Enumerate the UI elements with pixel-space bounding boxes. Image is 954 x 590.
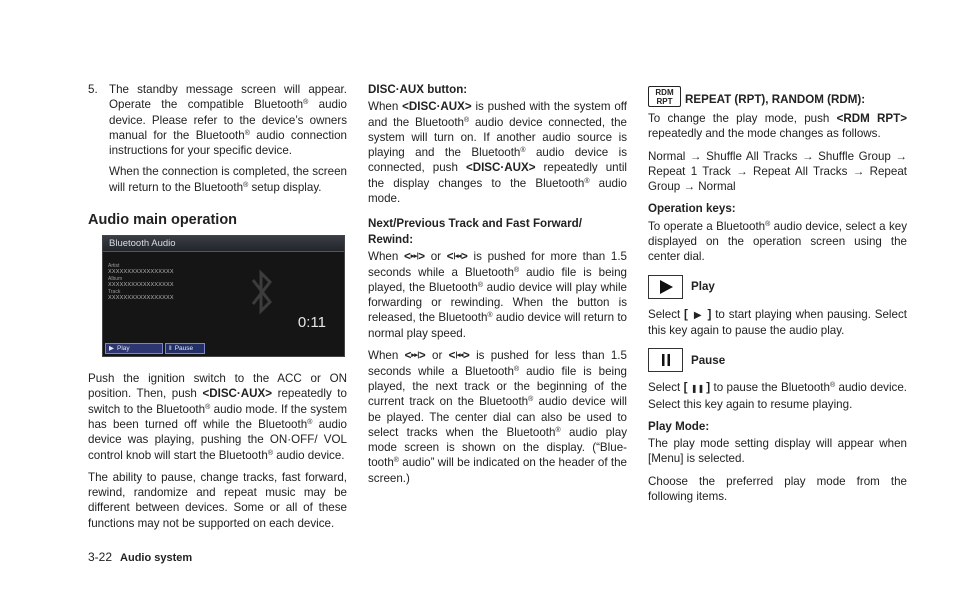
play-key-label: Play [691,280,715,294]
screen-artist-label: Artist [108,263,120,270]
heading-play-mode: Play Mode: [648,419,710,433]
screen-play-button: ▶ Play [105,343,163,354]
column-2 [368,82,627,493]
step-body [109,82,347,201]
heading-repeat-random: REPEAT (RPT), RANDOM (RDM): [685,93,866,106]
play-key-icon [648,275,683,299]
heading-audio-main-operation: Audio main operation [88,212,238,229]
paragraph-less-than: When <▸▸|> or <|◂◂> is pushed for less than 1.5 seconds while a Bluetooth® audio file is being played, the next track or the beginning of the current track on the Bluetooth® audio device will be played. The center dial can also be used to select tracks when the Bluetooth® audio play mode screen is shown on the display. (“Blue- tooth® audio” will be indicated on the header of the screen.) [368,349,627,485]
paragraph-pause: Select [ ❚❚ ] to pause the Bluetooth® audio device. Select this key again to resume playing. [648,381,907,411]
screen-track-label: Track [108,289,121,296]
step5-paragraph-1: The standby message screen will appear. Operate the compatible Bluetooth® audio device. Please refer to the device’s owners manual for the Bluetooth® audio connection instructions for your specific device. [109,83,348,158]
column-1 [88,82,347,538]
seek-back-icon: |◂◂ [455,352,463,360]
step-number: 5. [88,83,98,96]
pause-key-icon [648,348,683,372]
paragraph-repeat: To change the play mode, push <RDM RPT> repeatedly and the mode changes as follows. [648,112,908,141]
step5-paragraph-2: When the connection is completed, the screen will return to the Bluetooth® setup display. [109,165,347,194]
rdm-rpt-key-icon: RDM RPT [648,86,681,107]
screen-track-value: XXXXXXXXXXXXXXXXX [108,295,174,302]
play-key-row [648,275,907,299]
heading-operation-keys: Operation keys: [648,202,736,216]
pause-key-label: Pause [691,353,726,367]
screen-header: Bluetooth Audio [103,236,344,252]
repeat-random-heading-row [648,86,907,107]
heading-disc-aux: DISC·AUX button: [368,83,468,96]
paragraph-push-ignition: Push the ignition switch to the ACC or ON position. Then, push <DISC·AUX> repeatedly to switch to the Bluetooth® audio mode. If the system has been turned off while the Bluetooth® audio device was playing, pushing the ON·OFF/ VOL control knob will start the Bluetooth® audio device. [88,372,347,462]
screen-artist-value: XXXXXXXXXXXXXXXXX [108,269,174,276]
page-number: 3-22 [88,550,113,564]
paragraph-play-mode-2: Choose the preferred play mode from the following items. [648,474,907,504]
section-name: Audio system [120,552,193,564]
screen-elapsed-time: 0:11 [297,314,326,332]
screen-pause-button: ‖ Pause [165,343,205,354]
paragraph-operation-keys: To operate a Bluetooth® audio device, select a key displayed on the operation screen using the center dial. [648,219,907,264]
screen-album-label: Album [108,276,123,283]
page-footer [88,549,192,566]
seek-back-icon: |◂◂ [453,253,462,261]
step-5 [88,82,347,201]
pause-icon: ❚❚ [690,384,705,394]
bluetooth-audio-screen-image [102,235,345,357]
column-3 [648,82,907,511]
play-icon: ▶ [109,345,114,353]
bluetooth-logo-icon [243,266,281,318]
paragraph-more-than: When <▸▸|> or <|◂◂> is pushed for more than 1.5 seconds while a Bluetooth® audio file is being played, the Bluetooth® audio device will play while forwarding or rewinding. When the button is released, the Bluetooth® audio device will return to normal play speed. [368,249,627,340]
screen-album-value: XXXXXXXXXXXXXXXXX [108,282,174,289]
play-icon: ▶ [693,309,702,321]
heading-next-previous: Next/Previous Track and Fast Forward/ Rewind: [368,217,582,246]
pause-key-row [648,348,907,372]
paragraph-play-mode-1: The play mode setting display will appear when [Menu] is selected. [648,437,907,466]
seek-forward-icon: ▸▸| [410,253,419,261]
paragraph-mode-sequence: Normal → Shuffle All Tracks → Shuffle Group → Repeat 1 Track → Repeat All Tracks → Repeat Group → Normal [648,149,907,194]
paragraph-ability: The ability to pause, change tracks, fast forward, rewind, randomize and repeat music may be different between devices. Some or all of these functions may not be supported on each device. [88,470,347,530]
paragraph-disc-aux: When <DISC·AUX> is pushed with the system off and the Bluetooth® audio device connected, the system will turn on. If another audio source is playing and the Bluetooth® audio device is connected, push <DISC·AUX> repeatedly until the display changes to the Bluetooth® audio mode. [368,100,628,206]
paragraph-play: Select [ ▶ ] to start playing when pausing. Select this key again to pause the audio play. [648,307,907,337]
pause-icon: ‖ [169,345,172,353]
seek-forward-icon: ▸▸| [411,352,419,360]
